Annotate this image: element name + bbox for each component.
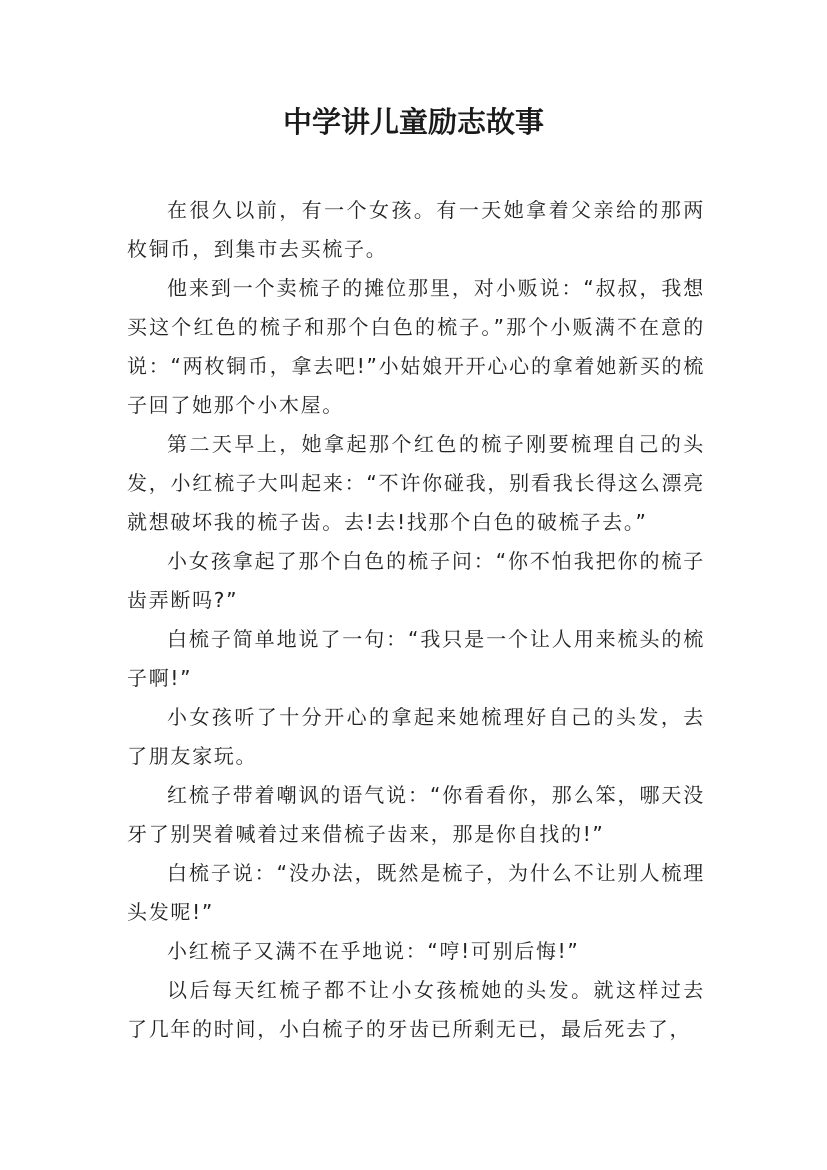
paragraph: 小红梳子又满不在乎地说：“哼!可别后悔!” [167,939,580,963]
paragraph: 小女孩听了十分开心的拿起来她梳理好自己的头发，去了朋友家玩。 [127,705,705,768]
paragraph: 白梳子说：“没办法，既然是梳子，为什么不让别人梳理头发呢!” [127,861,705,924]
paragraph: 第二天早上，她拿起那个红色的梳子刚要梳理自己的头发，小红梳子大叫起来：“不许你碰我，别看我长得这么漂亮就想破坏我的梳子齿。去!去!找那个白色的破梳子去。” [127,432,705,534]
paragraph: 白梳子简单地说了一句：“我只是一个让人用来梳头的梳子啊!” [127,627,705,690]
paragraph: 红梳子带着嘲讽的语气说：“你看看你，那么笨，哪天没牙了别哭着喊着过来借梳子齿来，那是你自找的!” [127,783,705,846]
paragraph: 小女孩拿起了那个白色的梳子问：“你不怕我把你的梳子齿弄断吗?” [127,549,705,612]
paragraph: 以后每天红梳子都不让小女孩梳她的头发。就这样过去了几年的时间，小白梳子的牙齿已所剩无已，最后死去了， [127,978,705,1041]
page-title: 中学讲儿童励志故事 [282,105,544,139]
paragraph: 在很久以前，有一个女孩。有一天她拿着父亲给的那两枚铜币，到集市去买梳子。 [127,198,705,261]
paragraph: 他来到一个卖梳子的摊位那里，对小贩说：“叔叔，我想买这个红色的梳子和那个白色的梳子。”那个小贩满不在意的说：“两枚铜币，拿去吧!”小姑娘开开心心的拿着她新买的梳子回了她那个小木屋。 [127,276,705,417]
story-body [127,191,705,1049]
